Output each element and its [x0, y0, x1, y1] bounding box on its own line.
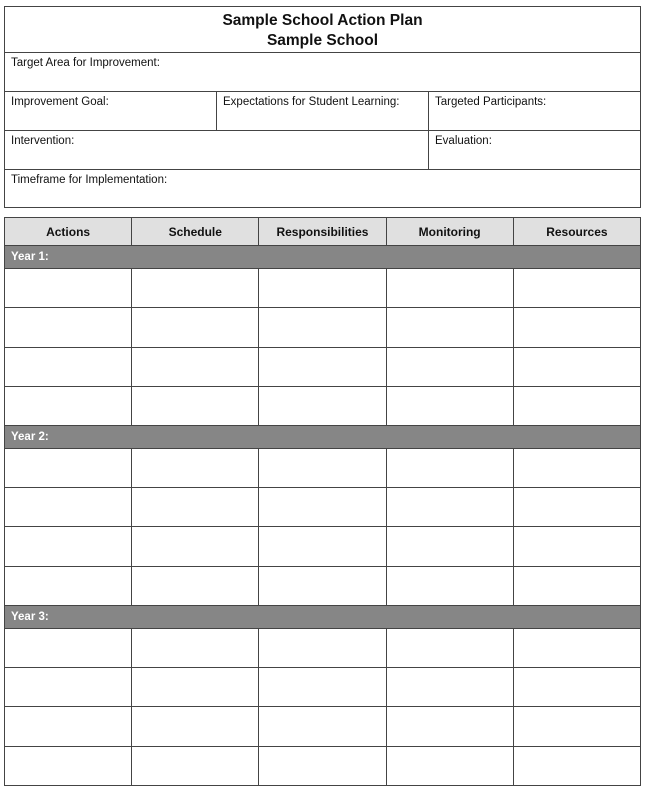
table-cell-schedule[interactable] — [132, 629, 259, 668]
table-cell-responsibilities[interactable] — [259, 488, 386, 527]
table-cell-resources[interactable] — [513, 527, 640, 566]
timeframe-row — [5, 170, 640, 209]
table-cell-resources[interactable] — [513, 707, 640, 746]
table-cell-monitoring[interactable] — [386, 386, 513, 425]
targeted-participants-field[interactable]: Targeted Participants: — [435, 96, 547, 108]
table-cell-resources[interactable] — [513, 449, 640, 488]
evaluation-field[interactable]: Evaluation: — [435, 135, 492, 147]
table-cell-actions[interactable] — [5, 566, 132, 605]
table-cell-monitoring[interactable] — [386, 707, 513, 746]
table-row — [5, 386, 641, 425]
column-header-resources: Resources — [513, 218, 640, 246]
table-cell-resources[interactable] — [513, 269, 640, 308]
table-row — [5, 746, 641, 785]
title-line-2: Sample School — [266, 32, 379, 49]
table-cell-resources[interactable] — [513, 308, 640, 347]
table-cell-actions[interactable] — [5, 629, 132, 668]
table-cell-schedule[interactable] — [132, 488, 259, 527]
table-row — [5, 629, 641, 668]
table-row — [5, 449, 641, 488]
title-line-1: Sample School Action Plan — [222, 12, 423, 29]
table-cell-monitoring[interactable] — [386, 629, 513, 668]
timeframe-field[interactable]: Timeframe for Implementation: — [11, 174, 168, 186]
table-row — [5, 707, 641, 746]
table-cell-schedule[interactable] — [132, 386, 259, 425]
table-cell-resources[interactable] — [513, 746, 640, 785]
table-cell-actions[interactable] — [5, 707, 132, 746]
year-section-row — [5, 605, 641, 628]
table-cell-responsibilities[interactable] — [259, 527, 386, 566]
table-cell-schedule[interactable] — [132, 746, 259, 785]
action-plan-table — [4, 217, 641, 786]
table-cell-resources[interactable] — [513, 347, 640, 386]
table-cell-schedule[interactable] — [132, 668, 259, 707]
column-header-actions: Actions — [5, 218, 132, 246]
table-cell-responsibilities[interactable] — [259, 668, 386, 707]
table-cell-responsibilities[interactable] — [259, 269, 386, 308]
target-area-row — [5, 53, 640, 92]
intervention-row — [5, 131, 640, 170]
page-title — [5, 7, 640, 53]
expectations-field[interactable]: Expectations for Student Learning: — [217, 92, 429, 130]
table-cell-monitoring[interactable] — [386, 566, 513, 605]
table-cell-schedule[interactable] — [132, 527, 259, 566]
table-cell-resources[interactable] — [513, 566, 640, 605]
table-cell-actions[interactable] — [5, 449, 132, 488]
table-row — [5, 308, 641, 347]
year-section-label: Year 3: — [5, 605, 641, 628]
year-section-row — [5, 425, 641, 448]
table-cell-responsibilities[interactable] — [259, 308, 386, 347]
column-header-responsibilities: Responsibilities — [259, 218, 386, 246]
table-row — [5, 347, 641, 386]
table-row — [5, 566, 641, 605]
table-cell-actions[interactable] — [5, 668, 132, 707]
table-row — [5, 668, 641, 707]
table-cell-actions[interactable] — [5, 308, 132, 347]
improvement-goal-field[interactable]: Improvement Goal: — [5, 92, 217, 130]
table-cell-resources[interactable] — [513, 668, 640, 707]
table-cell-responsibilities[interactable] — [259, 629, 386, 668]
plan-info-box — [4, 6, 641, 208]
table-cell-responsibilities[interactable] — [259, 707, 386, 746]
column-header-monitoring: Monitoring — [386, 218, 513, 246]
column-header-schedule: Schedule — [132, 218, 259, 246]
table-cell-responsibilities[interactable] — [259, 347, 386, 386]
table-cell-monitoring[interactable] — [386, 668, 513, 707]
table-cell-monitoring[interactable] — [386, 449, 513, 488]
intervention-field[interactable]: Intervention: — [5, 131, 429, 169]
year-section-label: Year 2: — [5, 425, 641, 448]
table-cell-actions[interactable] — [5, 347, 132, 386]
table-cell-monitoring[interactable] — [386, 527, 513, 566]
table-cell-actions[interactable] — [5, 746, 132, 785]
table-cell-monitoring[interactable] — [386, 269, 513, 308]
goal-row — [5, 92, 640, 131]
table-cell-responsibilities[interactable] — [259, 449, 386, 488]
table-cell-responsibilities[interactable] — [259, 746, 386, 785]
table-cell-actions[interactable] — [5, 488, 132, 527]
table-body — [5, 246, 641, 786]
table-cell-actions[interactable] — [5, 269, 132, 308]
table-cell-monitoring[interactable] — [386, 746, 513, 785]
table-cell-actions[interactable] — [5, 527, 132, 566]
table-cell-schedule[interactable] — [132, 308, 259, 347]
table-cell-monitoring[interactable] — [386, 347, 513, 386]
year-section-label: Year 1: — [5, 246, 641, 269]
table-cell-monitoring[interactable] — [386, 488, 513, 527]
table-cell-schedule[interactable] — [132, 566, 259, 605]
table-row — [5, 488, 641, 527]
table-cell-responsibilities[interactable] — [259, 386, 386, 425]
table-cell-resources[interactable] — [513, 488, 640, 527]
year-section-row — [5, 246, 641, 269]
table-cell-schedule[interactable] — [132, 269, 259, 308]
table-cell-responsibilities[interactable] — [259, 566, 386, 605]
table-cell-schedule[interactable] — [132, 707, 259, 746]
table-header-row — [5, 218, 641, 246]
table-row — [5, 269, 641, 308]
table-cell-schedule[interactable] — [132, 347, 259, 386]
table-cell-resources[interactable] — [513, 629, 640, 668]
table-cell-actions[interactable] — [5, 386, 132, 425]
target-area-field[interactable]: Target Area for Improvement: — [11, 57, 160, 69]
table-cell-resources[interactable] — [513, 386, 640, 425]
table-cell-schedule[interactable] — [132, 449, 259, 488]
table-row — [5, 527, 641, 566]
table-cell-monitoring[interactable] — [386, 308, 513, 347]
